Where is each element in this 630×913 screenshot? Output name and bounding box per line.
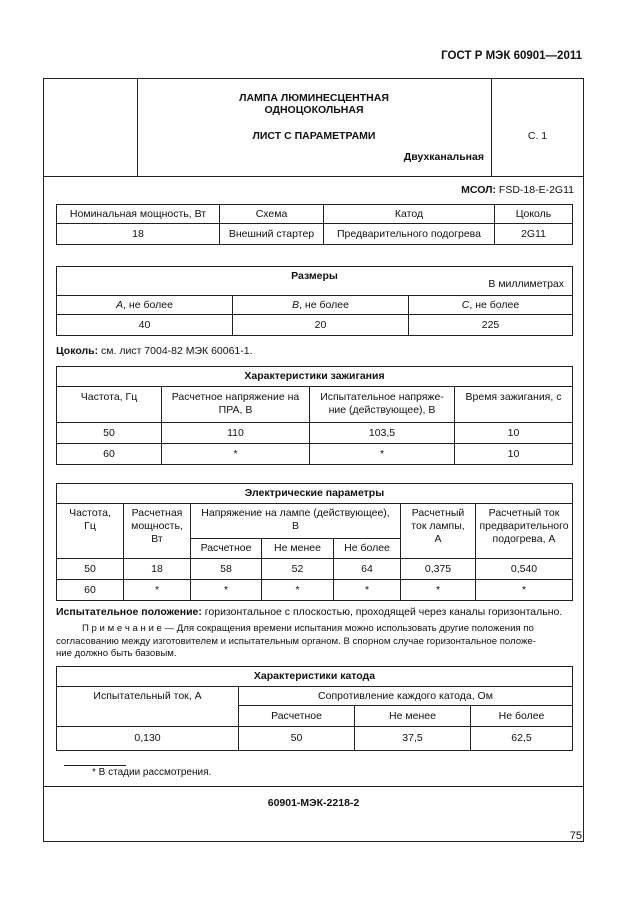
cell-cap: 2G11	[495, 224, 573, 245]
cell-ign-rated-1: 110	[162, 423, 310, 444]
el-current-line2: ток лампы,	[411, 520, 465, 532]
cell-el-1-5: 0,375	[401, 559, 476, 580]
header-el-power	[124, 504, 191, 559]
dim-b-rest: , не более	[299, 298, 349, 311]
header-el-rated: Расчетное	[191, 539, 262, 559]
cell-el-1-4: 64	[334, 559, 401, 580]
dim-c-rest: , не более	[469, 298, 520, 311]
el-preheat-line3: подогрева, А	[492, 533, 556, 545]
electrical-title: Электрические параметры	[57, 484, 573, 504]
title-line1: ЛАМПА ЛЮМИНЕСЦЕНТНАЯ	[239, 92, 389, 104]
dimensions-unit: В миллиметрах	[488, 278, 564, 290]
cell-cathode: Предварительного подогрева	[324, 224, 495, 245]
page-number: 75	[569, 830, 582, 842]
footer-top-line	[43, 786, 584, 787]
cap-note-label: Цоколь:	[56, 345, 99, 357]
ign-test-voltage-line1: Испытательное напряже-	[320, 391, 444, 403]
cell-scheme: Внешний стартер	[220, 224, 324, 245]
cathode-table	[56, 666, 573, 751]
title-line2: ОДНОЦОКОЛЬНАЯ	[264, 104, 364, 116]
cell-dim-c: 225	[409, 315, 573, 336]
cap-note-text: см. лист 7004-82 МЭК 60061-1.	[98, 345, 253, 357]
cell-el-2-6: *	[476, 580, 573, 601]
el-frequency-line2: Гц	[84, 520, 96, 532]
cell-cat-min: 37,5	[355, 727, 471, 751]
header-el-preheat	[476, 504, 573, 559]
lamp-variant: Двухканальная	[403, 151, 484, 163]
dim-a-rest: , не более	[123, 298, 173, 311]
ign-rated-voltage-line1: Расчетное напряжение на	[171, 391, 300, 403]
dim-c-var: C	[461, 298, 470, 311]
test-position-label: Испытательное положение:	[56, 606, 202, 618]
cell-ign-rated-2: *	[162, 444, 310, 465]
el-power-line1: Расчетная	[131, 507, 183, 519]
lamp-general-table	[56, 204, 573, 245]
el-preheat-line2: предварительного	[479, 520, 569, 532]
note-line2: согласованию между изготовителем и испытательным органом. В спорном случае горизонтальное положе-	[56, 635, 536, 647]
header-dim-b	[233, 296, 409, 315]
cell-ign-time-2: 10	[455, 444, 573, 465]
cell-ign-freq-1: 50	[57, 423, 162, 444]
header-ign-rated-voltage	[162, 387, 310, 423]
header-cat-min: Не менее	[355, 706, 471, 727]
header-cat-rated: Расчетное	[239, 706, 355, 727]
ignition-table	[56, 366, 573, 465]
header-el-voltage	[191, 504, 401, 539]
el-current-line3: А	[434, 533, 442, 545]
dimensions-table	[56, 266, 573, 336]
cell-el-2-3: *	[262, 580, 334, 601]
page-ref: С. 1	[527, 130, 548, 142]
cell-el-2-5: *	[401, 580, 476, 601]
cell-el-1-2: 58	[191, 559, 262, 580]
cell-el-1-6: 0,540	[476, 559, 573, 580]
el-frequency-line1: Частота,	[69, 507, 111, 519]
msol-value: FSD-18-E-2G11	[498, 184, 574, 196]
header-cap: Цоколь	[495, 205, 573, 224]
el-voltage-line1: Напряжение на лампе (действующее),	[201, 507, 390, 519]
header-dim-a	[57, 296, 233, 315]
el-power-line3: Вт	[151, 533, 163, 545]
header-ign-test-voltage	[310, 387, 455, 423]
header-cathode: Катод	[324, 205, 495, 224]
cell-el-2-1: *	[124, 580, 191, 601]
cell-cat-current: 0,130	[57, 727, 239, 751]
header-scheme: Схема	[220, 205, 324, 224]
cell-cat-max: 62,5	[471, 727, 573, 751]
header-ign-time: Время зажигания, с	[455, 387, 573, 423]
header-el-current	[401, 504, 476, 559]
note-label: П р и м е ч а н и е	[82, 623, 162, 634]
title-bottom-line	[43, 176, 584, 177]
header-ign-frequency: Частота, Гц	[57, 387, 162, 423]
header-el-frequency	[57, 504, 124, 559]
standard-header: ГОСТ Р МЭК 60901—2011	[441, 50, 582, 62]
cell-el-2-4: *	[334, 580, 401, 601]
dim-b-var: B	[292, 298, 300, 311]
cell-nominal-power: 18	[57, 224, 220, 245]
cap-note	[56, 345, 253, 357]
note-line1: — Для сокращения времени испытания можно использовать другие положения по	[161, 623, 534, 634]
test-position	[56, 606, 562, 618]
cell-ign-freq-2: 60	[57, 444, 162, 465]
header-el-max: Не более	[334, 539, 401, 559]
cell-el-1-3: 52	[262, 559, 334, 580]
cell-el-1-0: 50	[57, 559, 124, 580]
ignition-title: Характеристики зажигания	[57, 367, 573, 387]
cathode-title: Характеристики катода	[57, 667, 573, 687]
dimensions-title: Размеры	[291, 270, 338, 282]
cell-ign-test-2: *	[310, 444, 455, 465]
header-cat-resistance: Сопротивление каждого катода, Ом	[239, 687, 573, 706]
cell-dim-b: 20	[233, 315, 409, 336]
title-divider-right	[491, 78, 492, 176]
ign-test-voltage-line2: ние (действующее), В	[328, 404, 436, 416]
el-current-line1: Расчетный	[411, 507, 465, 519]
msol-label: МСОЛ:	[461, 184, 496, 196]
header-dim-c	[409, 296, 573, 315]
header-nominal-power: Номинальная мощность, Вт	[57, 205, 220, 224]
header-cat-current: Испытательный ток, А	[57, 687, 239, 727]
el-preheat-line1: Расчетный ток	[488, 507, 560, 519]
cell-cat-rated: 50	[239, 727, 355, 751]
cell-el-1-1: 18	[124, 559, 191, 580]
msol-designation	[461, 184, 574, 196]
doc-number: 60901-МЭК-2218-2	[267, 797, 360, 809]
cell-el-2-2: *	[191, 580, 262, 601]
cell-el-2-0: 60	[57, 580, 124, 601]
test-position-text: горизонтальное с плоскостью, проходящей через каналы горизонтально.	[201, 606, 563, 618]
footnote-rule	[64, 765, 126, 766]
el-voltage-line2: В	[291, 520, 299, 532]
header-cat-max: Не более	[471, 706, 573, 727]
sheet-title: ЛИСТ С ПАРАМЕТРАМИ	[252, 130, 376, 142]
cell-ign-time-1: 10	[455, 423, 573, 444]
cell-dim-a: 40	[57, 315, 233, 336]
ign-rated-voltage-line2: ПРА, В	[218, 404, 253, 416]
note-block	[56, 623, 573, 661]
header-el-min: Не менее	[262, 539, 334, 559]
cell-ign-test-1: 103,5	[310, 423, 455, 444]
footnote: * В стадии рассмотрения.	[92, 767, 212, 778]
note-line3: ние должно быть базовым.	[56, 648, 177, 659]
dim-a-var: A	[116, 298, 124, 311]
electrical-table	[56, 483, 573, 601]
dimensions-title-cell	[57, 267, 573, 296]
el-power-line2: мощность,	[131, 520, 183, 532]
